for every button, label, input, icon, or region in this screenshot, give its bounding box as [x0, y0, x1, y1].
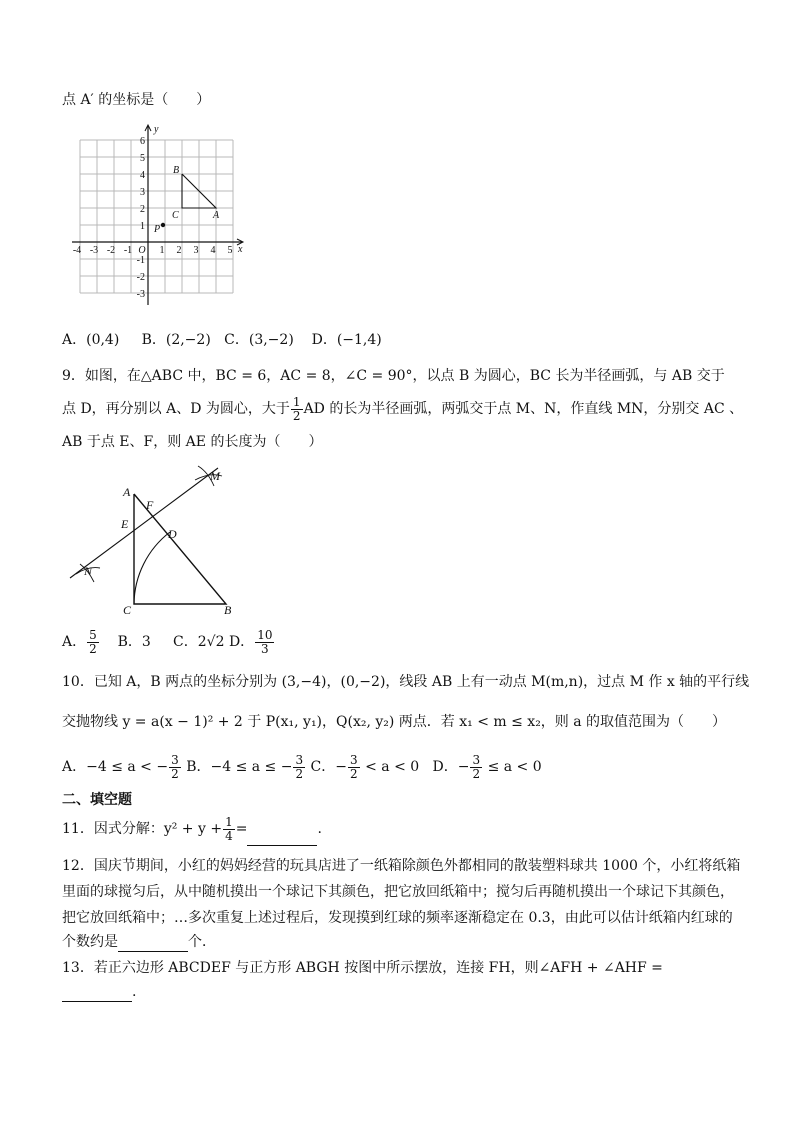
grid-label-x: x	[238, 244, 243, 255]
x-tick: -4	[72, 245, 82, 256]
y-tick: -2	[136, 272, 145, 283]
q9-figure	[62, 456, 262, 621]
q9-stem-line3: AB 于点 E、F，则 AE 的长度为（ ）	[62, 434, 323, 450]
fig-label-n: N	[84, 564, 93, 578]
q9-option-b[interactable]: B．3	[117, 634, 151, 650]
y-tick: 5	[140, 153, 145, 164]
q12-answer-blank[interactable]	[118, 937, 188, 952]
y-tick: 4	[140, 170, 145, 181]
q13-line1: 13．若正六边形 ABCDEF 与正方形 ABGH 按图中所示摆放，连接 FH，则∠AFH + ∠AHF =	[62, 960, 663, 976]
fig-label-a: A	[123, 485, 131, 499]
grid-label-a: A	[213, 210, 220, 221]
q11-fraction: $\frac{1}{4}$	[225, 814, 233, 843]
q10-option-d[interactable]: D．− $\frac{3}{2}$ ≤ a < 0	[432, 752, 542, 781]
q11-stem: 11．因式分解：y² + y +	[62, 821, 223, 837]
x-tick: 2	[176, 245, 182, 256]
q10-option-c[interactable]: C．− $\frac{3}{2}$ < a < 0	[310, 752, 420, 781]
x-tick: 5	[227, 245, 233, 256]
q10-line2: 交抛物线 y = a(x − 1)² + 2 于 P(x₁, y₁)，Q(x₂, y₂) 两点．若 x₁ < m ≤ x₂，则 a 的取值范围为（ ）	[62, 714, 727, 730]
q12-line2: 里面的球搅匀后，从中随机摸出一个球记下其颜色，把它放回纸箱中；搅匀后再随机摸出一个球记下其颜色，	[62, 884, 734, 900]
q13-line2: .	[62, 982, 136, 1002]
x-tick: -1	[123, 245, 133, 256]
q10-line1: 10．已知 A，B 两点的坐标分别为 (3,−4)，(0,−2)，线段 AB 上有一动点 M(m,n)，过点 M 作 x 轴的平行线	[62, 674, 750, 690]
q9-stem-line2	[62, 394, 743, 424]
q9-stem-line2-pre: 点 D，再分别以 A、D 为圆心，大于	[62, 401, 290, 417]
fig-label-m: M	[210, 469, 220, 483]
q12-line3: 把它放回纸箱中；…多次重复上述过程后，发现摸到红球的频率逐渐稳定在 0.3，由此可以估计纸箱内红球的	[62, 910, 733, 926]
x-tick: 4	[210, 245, 216, 256]
grid-label-c: C	[172, 210, 179, 221]
x-tick: 1	[159, 245, 165, 256]
q11: 11．因式分解：y² + y + $\frac{1}{4}$ = .	[62, 812, 322, 846]
y-tick: 2	[140, 204, 145, 215]
q10-option-a[interactable]: A．−4 ≤ a < − $\frac{3}{2}$	[62, 752, 179, 781]
y-tick: -3	[136, 289, 145, 300]
q11-answer-blank[interactable]	[247, 831, 317, 846]
q8-stem: 点 A′ 的坐标是（ ）	[62, 92, 211, 108]
x-tick: -3	[89, 245, 99, 256]
grid-label-b: B	[173, 165, 180, 176]
q9-stem-line1: 9．如图，在△ABC 中，BC = 6，AC = 8，∠C = 90°，以点 B 为圆心，BC 长为半径画弧，与 AB 交于	[62, 368, 725, 384]
q8-options	[62, 330, 382, 350]
fig-label-d: D	[168, 527, 177, 541]
q8-option-b[interactable]: B．(2,−2)	[141, 332, 211, 348]
origin-label: O	[138, 245, 146, 256]
q10-options	[62, 750, 542, 784]
q8-option-c[interactable]: C．(3,−2)	[224, 332, 294, 348]
fig-label-c: C	[123, 603, 132, 617]
q9-option-c[interactable]: C．2√2	[173, 634, 225, 650]
q12-line4: 个数约是 个．	[62, 934, 216, 950]
fig-label-b: B	[224, 603, 232, 617]
x-tick: -2	[106, 245, 116, 256]
y-tick: 3	[140, 187, 145, 198]
y-tick: 6	[140, 136, 145, 147]
y-tick: 1	[140, 221, 145, 232]
fig-label-e: E	[121, 517, 129, 531]
q9-option-a[interactable]: A． $\frac{5}{2}$	[62, 627, 97, 656]
q9-half-fraction: $\frac{1}{2}$	[292, 394, 301, 423]
q9-option-d[interactable]: D． $\frac{10}{3}$	[228, 627, 273, 656]
grid-label-p: P	[154, 224, 161, 235]
q8-coordinate-grid	[62, 120, 252, 310]
q10-option-b[interactable]: B．−4 ≤ a ≤ − $\frac{3}{2}$	[186, 752, 304, 781]
q9-options	[62, 624, 275, 660]
grid-label-y: y	[154, 124, 159, 135]
x-tick: 3	[193, 245, 199, 256]
q8-option-d[interactable]: D．(−1,4)	[311, 332, 382, 348]
q13-answer-blank[interactable]	[62, 987, 132, 1002]
section-title: 二、填空题	[62, 792, 132, 808]
y-tick: -1	[136, 255, 145, 266]
fig-label-f: F	[146, 498, 154, 512]
q12-line1: 12．国庆节期间，小红的妈妈经营的玩具店进了一纸箱除颜色外都相同的散装塑料球共 1000 个，小红将纸箱	[62, 858, 741, 874]
q9-stem-line2-post: AD 的长为半径画弧，两弧交于点 M、N，作直线 MN，分别交 AC 、	[303, 401, 744, 417]
q8-option-a[interactable]: A．(0,4)	[62, 332, 120, 348]
